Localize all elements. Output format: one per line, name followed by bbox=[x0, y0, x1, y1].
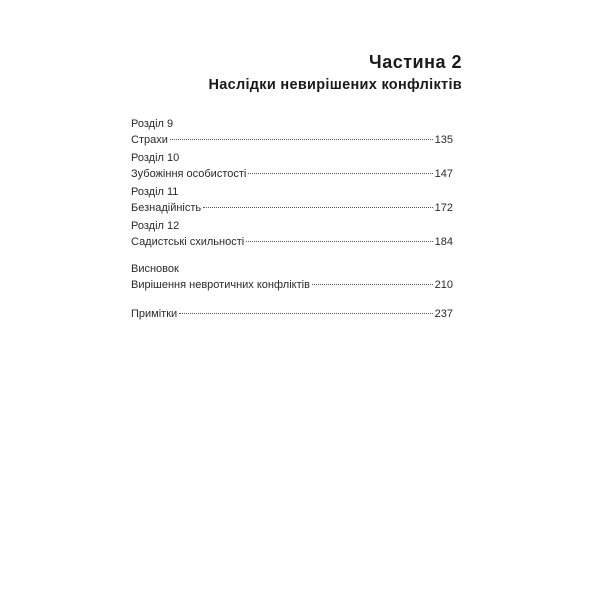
toc-entry[interactable] bbox=[131, 306, 453, 322]
toc-entry[interactable] bbox=[131, 166, 453, 182]
toc-entry-title: Зубожіння особистості bbox=[131, 168, 247, 180]
part-title: Наслідки невирішених конфліктів bbox=[208, 77, 462, 93]
toc-entry-page: 172 bbox=[434, 202, 453, 214]
toc-heading: Розділ 11 bbox=[131, 186, 179, 198]
toc-entry[interactable] bbox=[131, 234, 453, 250]
toc-heading: Розділ 12 bbox=[131, 220, 180, 232]
toc-entry[interactable] bbox=[131, 200, 453, 216]
dot-leader bbox=[170, 139, 433, 140]
table-of-contents bbox=[131, 116, 453, 322]
toc-entry-title: Примітки bbox=[131, 308, 178, 320]
toc-entry-title: Страхи bbox=[131, 134, 168, 146]
toc-entry-title: Вирішення невротичних конфліктів bbox=[131, 279, 310, 291]
toc-entry-page: 237 bbox=[434, 308, 453, 320]
toc-entry-page: 135 bbox=[434, 134, 453, 146]
toc-entry-title: Садистські схильності bbox=[131, 236, 245, 248]
dot-leader bbox=[312, 284, 433, 285]
toc-heading: Розділ 9 bbox=[131, 118, 174, 130]
toc-entry[interactable] bbox=[131, 132, 453, 148]
toc-heading: Розділ 10 bbox=[131, 152, 180, 164]
toc-entry-title: Безнадійність bbox=[131, 202, 202, 214]
toc-entry-page: 147 bbox=[434, 168, 453, 180]
dot-leader bbox=[203, 207, 433, 208]
toc-entry[interactable] bbox=[131, 277, 453, 293]
toc-heading: Висновок bbox=[131, 263, 179, 275]
dot-leader bbox=[179, 313, 432, 314]
dot-leader bbox=[246, 241, 432, 242]
dot-leader bbox=[248, 173, 432, 174]
toc-entry-page: 210 bbox=[434, 279, 453, 291]
toc-entry-page: 184 bbox=[434, 236, 453, 248]
part-number: Частина 2 bbox=[369, 52, 462, 72]
